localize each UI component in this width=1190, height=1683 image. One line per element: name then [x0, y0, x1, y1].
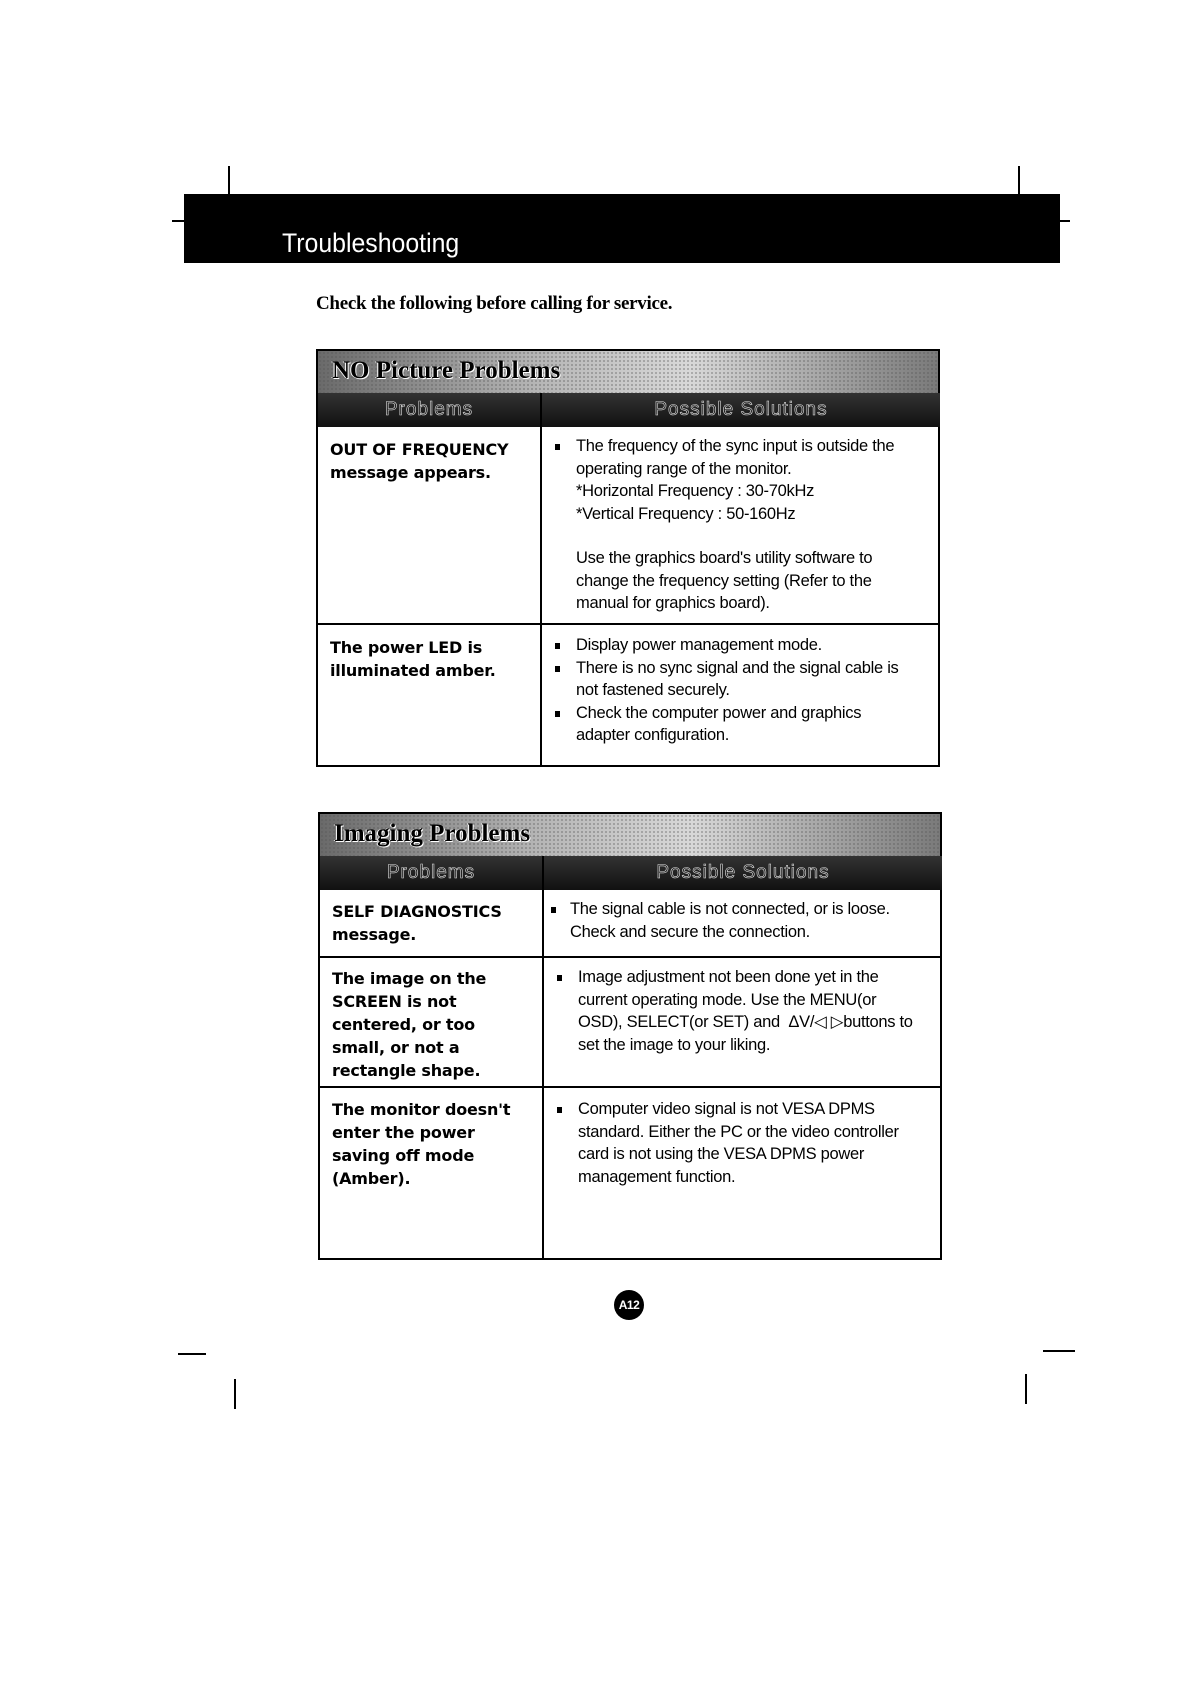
solution-line: *Vertical Frequency : 50-160Hz	[576, 504, 796, 523]
column-header-row	[318, 393, 938, 427]
solution-text	[554, 1098, 899, 1188]
bullet-icon	[555, 444, 560, 450]
row-divider	[320, 956, 940, 958]
solution-line: standard. Either the PC or the video controller	[578, 1122, 899, 1141]
intro-text: Check the following before calling for service.	[316, 293, 673, 314]
solution-text	[550, 898, 890, 943]
solution-line: current operating mode. Use the MENU(or	[578, 990, 877, 1009]
crop-mark	[1043, 1350, 1075, 1352]
solution-line: manual for graphics board).	[576, 594, 770, 612]
solution-line: There is no sync signal and the signal cable is	[552, 657, 899, 680]
crop-mark	[228, 166, 230, 196]
bullet-icon	[557, 975, 562, 981]
no-picture-problems-table	[316, 349, 940, 767]
panel-title: Imaging Problems	[334, 820, 531, 847]
crop-mark	[1018, 166, 1020, 196]
problem-label: The monitor doesn't enter the power saving off mode (Amber).	[332, 1100, 511, 1188]
solution-line: The frequency of the sync input is outside the	[552, 435, 894, 458]
column-header-solutions: Possible Solutions	[544, 856, 942, 890]
solution-text	[554, 966, 913, 1056]
solution-line: OSD), SELECT(or SET) and ΔV/◁ ▷buttons to	[578, 1013, 913, 1031]
problem-label: The image on the SCREEN is not centered, or too small, or not a rectangle shape.	[332, 969, 487, 1080]
header-bar	[184, 194, 1060, 263]
solution-line: set the image to your liking.	[578, 1035, 771, 1054]
solution-line: change the frequency setting (Refer to the	[576, 571, 872, 590]
solution-line: management function.	[578, 1167, 736, 1186]
row-divider	[318, 623, 938, 625]
problem-label: The power LED is illuminated amber.	[330, 638, 496, 680]
bullet-icon	[557, 1107, 562, 1113]
panel-title: NO Picture Problems	[332, 357, 561, 384]
crop-mark	[1025, 1374, 1027, 1404]
column-header-row	[320, 856, 940, 890]
solution-line: *Horizontal Frequency : 30-70kHz	[576, 482, 815, 500]
crop-mark	[178, 1353, 206, 1355]
solution-text	[552, 435, 894, 615]
column-header-problems: Problems	[320, 856, 542, 890]
bullet-icon	[555, 711, 560, 717]
solution-line: Check the computer power and graphics	[552, 702, 899, 725]
crop-mark	[172, 220, 184, 222]
row-divider	[320, 1086, 940, 1088]
bullet-icon	[551, 907, 556, 913]
column-header-solutions: Possible Solutions	[542, 393, 940, 427]
problem-label: OUT OF FREQUENCY message appears.	[330, 440, 509, 482]
solution-line: Image adjustment not been done yet in the	[554, 966, 913, 989]
solution-line: Use the graphics board's utility software to	[576, 549, 873, 567]
imaging-problems-table	[318, 812, 942, 1260]
bullet-icon	[555, 643, 560, 649]
solution-line: card is not using the VESA DPMS power	[578, 1145, 865, 1163]
solution-text	[552, 634, 899, 747]
crop-mark	[1060, 220, 1070, 222]
page-title: Troubleshooting	[282, 228, 460, 258]
column-divider	[540, 393, 542, 765]
problem-label: SELF DIAGNOSTICS message.	[332, 902, 502, 944]
solution-line: operating range of the monitor.	[576, 459, 792, 478]
bullet-icon	[555, 666, 560, 672]
solution-line: adapter configuration.	[576, 726, 730, 744]
solution-line: not fastened securely.	[576, 681, 730, 699]
column-header-problems: Problems	[318, 393, 540, 427]
solution-line: Display power management mode.	[552, 634, 899, 657]
solution-line: The signal cable is not connected, or is loose.	[550, 898, 890, 921]
crop-mark	[234, 1379, 236, 1409]
column-divider	[542, 856, 544, 1258]
solution-line: Computer video signal is not VESA DPMS	[554, 1098, 899, 1121]
solution-line: Check and secure the connection.	[570, 922, 810, 941]
page-number-badge: A12	[614, 1290, 644, 1320]
